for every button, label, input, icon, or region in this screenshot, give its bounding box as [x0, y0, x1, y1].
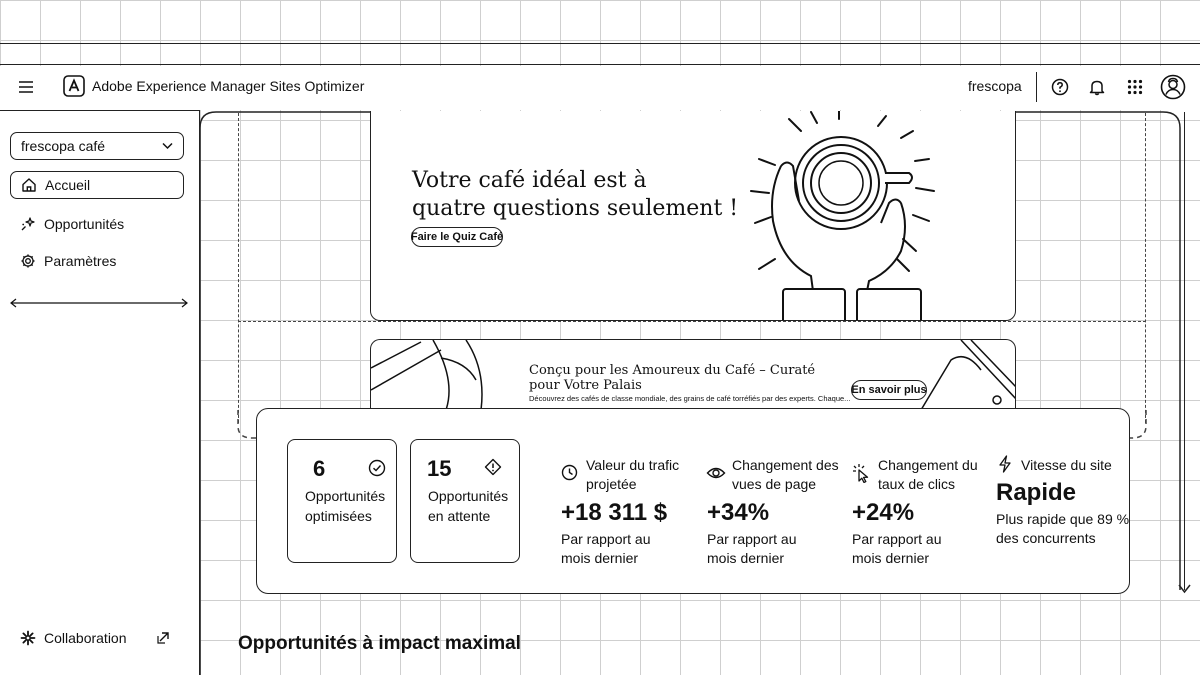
gear-icon — [20, 253, 36, 269]
page-views-title-line2: vues de page — [732, 476, 817, 492]
page-views-comparison — [707, 530, 797, 568]
app-title: Adobe Experience Manager Sites Optimizer — [92, 78, 365, 94]
sidebar-item-label: Paramètres — [44, 253, 117, 269]
card-title-line2: pour Votre Palais — [529, 378, 642, 393]
page-views-title — [732, 456, 839, 494]
section-title: Opportunités à impact maximal — [238, 633, 521, 654]
ctr-comparison — [852, 530, 942, 568]
sidebar-item-accueil[interactable] — [10, 171, 184, 199]
external-link-icon[interactable] — [155, 628, 173, 646]
selection-frame-left — [238, 113, 239, 423]
sidebar-item-parametres[interactable] — [10, 247, 184, 275]
traffic-value-comparison-line1: Par rapport au — [561, 531, 651, 547]
collaboration-label: Collaboration — [44, 630, 127, 646]
selection-frame-right — [1145, 113, 1146, 423]
site-speed-comparison-line1: Plus rapide que 89 % — [996, 511, 1130, 527]
notification-bell-icon[interactable] — [1086, 76, 1108, 98]
pending-label — [428, 486, 508, 526]
site-speed-title: Vitesse du site — [1021, 457, 1112, 473]
optimized-label — [305, 486, 385, 526]
hero-title-line1: Votre café idéal est à — [412, 168, 647, 193]
optimized-label-line2: optimisées — [305, 508, 372, 524]
card-title-line1: Conçu pour les Amoureux du Café – Curaté — [529, 363, 816, 378]
header-top-line — [0, 64, 1200, 65]
chevron-down-icon — [162, 142, 173, 150]
ctr-title-line2: taux de clics — [878, 476, 956, 492]
card-description: Découvrez des cafés de classe mondiale, des grains de café torréfiés par des experts. Chaque... — [529, 394, 851, 403]
site-selector[interactable] — [10, 132, 184, 160]
optimized-count: 6 — [313, 456, 326, 481]
sidebar-item-label: Opportunités — [44, 216, 125, 232]
scroll-indicator — [1184, 112, 1185, 590]
card-title — [529, 363, 815, 393]
page-views-title-line1: Changement des — [732, 457, 839, 473]
pending-label-line2: en attente — [428, 508, 491, 524]
ctr-comparison-line2: mois dernier — [852, 550, 930, 566]
apps-grid-icon[interactable] — [1124, 76, 1146, 98]
site-speed-value: Rapide — [996, 479, 1077, 506]
clock-icon — [561, 464, 578, 481]
site-speed-comparison — [996, 510, 1129, 548]
user-avatar-icon[interactable] — [1159, 73, 1187, 101]
page-views-value: +34% — [707, 499, 770, 526]
traffic-value-title-line1: Valeur du trafic — [586, 457, 680, 473]
site-selector-value: frescopa café — [21, 138, 106, 154]
quiz-button[interactable]: Faire le Quiz Café — [411, 227, 503, 247]
pending-label-line1: Opportunités — [428, 488, 509, 504]
ctr-title — [878, 456, 978, 494]
ctr-comparison-line1: Par rapport au — [852, 531, 942, 547]
traffic-value-comparison — [561, 530, 651, 568]
org-switcher[interactable]: frescopa — [968, 78, 1022, 94]
left-sketch-illustration — [371, 340, 511, 409]
home-icon — [21, 177, 37, 193]
traffic-value: +18 311 $ — [561, 499, 668, 526]
top-frame-line — [0, 43, 1200, 44]
sparkle-icon — [20, 216, 36, 232]
hero-title — [412, 167, 738, 223]
site-speed-comparison-line2: des concurrents — [996, 530, 1096, 546]
pending-count: 15 — [427, 456, 452, 481]
selection-frame-mid — [238, 321, 1146, 322]
sidebar-item-opportunites[interactable] — [10, 210, 184, 238]
traffic-value-title — [586, 456, 679, 494]
learn-more-button[interactable]: En savoir plus — [851, 380, 927, 400]
adobe-logo-icon — [62, 74, 86, 98]
hero-title-line2: quatre questions seulement ! — [412, 196, 739, 221]
check-circle-icon — [368, 459, 386, 477]
header-separator — [1036, 72, 1037, 102]
traffic-value-comparison-line2: mois dernier — [561, 550, 639, 566]
menu-icon[interactable] — [14, 76, 38, 98]
ctr-title-line1: Changement du — [878, 457, 978, 473]
help-icon[interactable] — [1049, 76, 1071, 98]
lightning-icon — [997, 455, 1013, 473]
ctr-value: +24% — [852, 499, 915, 526]
optimized-label-line1: Opportunités — [305, 488, 386, 504]
traffic-value-title-line2: projetée — [586, 476, 637, 492]
coffee-cup-illustration — [741, 111, 1016, 321]
page-views-comparison-line1: Par rapport au — [707, 531, 797, 547]
collaboration-icon — [20, 630, 36, 646]
sidebar-resize-handle[interactable] — [10, 297, 188, 309]
right-sketch-illustration — [911, 340, 1016, 409]
cursor-click-icon — [852, 463, 870, 483]
page-views-comparison-line2: mois dernier — [707, 550, 785, 566]
alert-diamond-icon — [484, 458, 502, 476]
sidebar-item-label: Accueil — [45, 177, 91, 193]
eye-icon — [706, 465, 726, 481]
